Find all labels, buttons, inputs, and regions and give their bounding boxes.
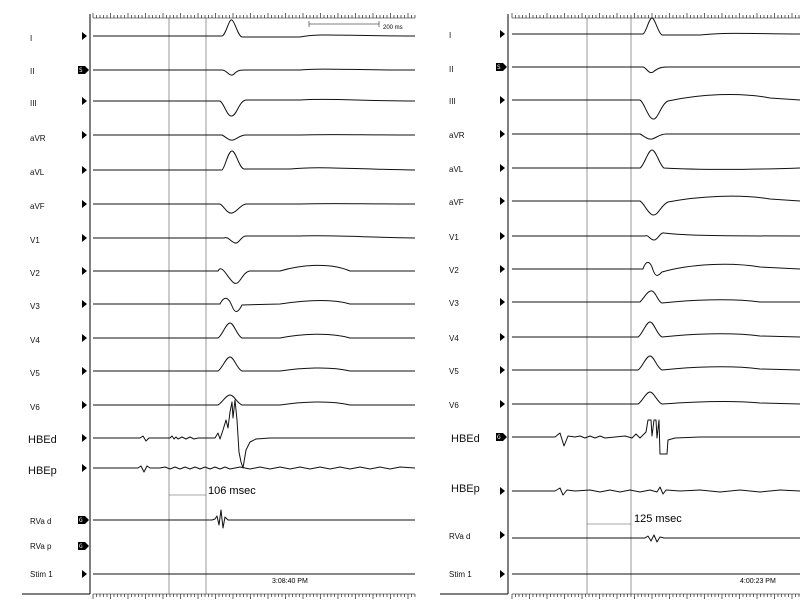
left-trace-V5	[93, 357, 415, 371]
right-trace-V6	[512, 392, 800, 404]
svg-text:S: S	[497, 64, 501, 71]
left-trace-RVa-d	[93, 510, 415, 528]
left-lead-label-V5: V5	[30, 369, 40, 378]
left-trace-II	[93, 69, 415, 75]
right-lead-label-V4: V4	[449, 334, 459, 343]
right-lead-label-I: I	[449, 31, 452, 40]
left-lead-label-III: III	[30, 99, 37, 108]
right-trace-V3	[512, 291, 800, 303]
left-trace-V6	[93, 395, 415, 405]
right-trace-V2	[512, 262, 800, 275]
channel-arrow-icon	[82, 300, 87, 308]
svg-text:S: S	[79, 67, 83, 74]
left-lead-label-aVF: aVF	[30, 202, 45, 211]
right-lead-label-RVa-d: RVa d	[449, 532, 471, 541]
left-lead-label-RVa-d: RVa d	[30, 517, 52, 526]
left-panel	[22, 13, 415, 599]
channel-arrow-icon	[82, 401, 87, 409]
right-lead-label-aVR: aVR	[449, 131, 465, 140]
left-channel-markers	[78, 32, 89, 578]
left-trace-aVF	[93, 204, 415, 214]
channel-arrow-icon	[500, 164, 505, 172]
channel-arrow-icon	[500, 366, 505, 374]
right-lead-label-V5: V5	[449, 367, 459, 376]
left-lead-label-Stim-1: Stim 1	[30, 570, 53, 579]
right-lead-label-V2: V2	[449, 266, 459, 275]
channel-arrow-icon	[82, 267, 87, 275]
left-lead-label-V3: V3	[30, 302, 40, 311]
right-trace-V5	[512, 356, 800, 370]
svg-text:G: G	[79, 543, 83, 550]
channel-arrow-icon	[500, 130, 505, 138]
right-trace-HBEd	[512, 420, 800, 454]
left-lead-label-HBEd: HBEd	[28, 434, 57, 446]
channel-arrow-icon	[500, 96, 505, 104]
right-channel-markers	[496, 30, 507, 578]
right-trace-HBEp	[512, 487, 800, 495]
channel-arrow-icon	[500, 570, 505, 578]
right-lead-label-V6: V6	[449, 401, 459, 410]
left-lead-label-V6: V6	[30, 403, 40, 412]
left-lead-label-aVR: aVR	[30, 134, 46, 143]
channel-arrow-icon	[82, 200, 87, 208]
left-trace-V3	[93, 298, 415, 311]
right-trace-III	[512, 94, 800, 119]
left-lead-label-I: I	[30, 34, 33, 43]
right-lead-label-II: II	[449, 65, 454, 74]
channel-arrow-icon	[82, 570, 87, 578]
channel-arrow-icon	[500, 265, 505, 273]
left-trace-HBEp	[93, 466, 415, 472]
left-trace-I	[93, 20, 415, 37]
channel-arrow-icon	[500, 531, 505, 539]
right-ruler-ticks	[512, 13, 799, 599]
channel-arrow-icon	[82, 32, 87, 40]
channel-arrow-icon	[82, 434, 87, 442]
right-trace-RVa-d	[512, 535, 800, 542]
left-lead-label-aVL: aVL	[30, 168, 45, 177]
right-lead-label-V1: V1	[449, 233, 459, 242]
left-trace-V1	[93, 236, 415, 243]
right-trace-I	[512, 18, 800, 35]
right-trace-II	[512, 67, 800, 73]
channel-arrow-icon	[500, 197, 505, 205]
right-trace-aVL	[512, 150, 800, 170]
channel-arrow-icon	[82, 234, 87, 242]
right-lead-label-aVF: aVF	[449, 198, 464, 207]
right-lead-label-HBEp: HBEp	[451, 483, 480, 495]
right-trace-aVF	[512, 196, 800, 215]
channel-arrow-icon	[500, 333, 505, 341]
left-lead-label-V4: V4	[30, 336, 40, 345]
channel-box-icon	[78, 542, 89, 550]
channel-arrow-icon	[82, 97, 87, 105]
left-lead-label-RVa-p: RVa p	[30, 542, 52, 551]
left-trace-HBEd	[93, 400, 415, 468]
left-interval-measurement: 106 msec	[208, 485, 256, 497]
right-interval-measurement: 125 msec	[634, 513, 682, 525]
left-trace-V2	[93, 265, 415, 283]
right-lead-label-Stim-1: Stim 1	[449, 570, 472, 579]
channel-arrow-icon	[82, 367, 87, 375]
channel-arrow-icon	[500, 487, 505, 495]
right-lead-label-V3: V3	[449, 299, 459, 308]
channel-arrow-icon	[82, 464, 87, 472]
left-lead-label-II: II	[30, 67, 35, 76]
channel-box-icon	[78, 66, 89, 74]
scale-bar	[309, 21, 403, 31]
right-panel	[440, 13, 800, 599]
channel-arrow-icon	[500, 298, 505, 306]
right-trace-aVR	[512, 134, 800, 139]
svg-text:G: G	[79, 517, 83, 524]
channel-arrow-icon	[82, 334, 87, 342]
left-timestamp: 3:08:40 PM	[272, 578, 308, 585]
channel-box-icon	[496, 63, 507, 71]
right-lead-label-HBEd: HBEd	[451, 433, 480, 445]
channel-arrow-icon	[500, 232, 505, 240]
channel-arrow-icon	[500, 30, 505, 38]
left-lead-label-V1: V1	[30, 236, 40, 245]
left-trace-aVL	[93, 151, 415, 170]
left-lead-label-HBEp: HBEp	[28, 465, 57, 477]
right-trace-V4	[512, 322, 800, 337]
right-traces	[512, 18, 800, 574]
right-timestamp: 4:00:23 PM	[740, 578, 776, 585]
channel-arrow-icon	[82, 131, 87, 139]
scale-bar-label: 200 ms	[383, 25, 403, 31]
left-trace-III	[93, 99, 415, 116]
right-lead-label-III: III	[449, 97, 456, 106]
channel-box-icon	[496, 433, 507, 441]
left-lead-label-V2: V2	[30, 269, 40, 278]
right-lead-label-aVL: aVL	[449, 165, 464, 174]
left-trace-V4	[93, 323, 415, 338]
left-trace-aVR	[93, 135, 415, 141]
right-trace-V1	[512, 233, 800, 240]
channel-box-icon	[78, 516, 89, 524]
channel-arrow-icon	[82, 166, 87, 174]
channel-arrow-icon	[500, 400, 505, 408]
svg-text:G: G	[497, 434, 501, 441]
